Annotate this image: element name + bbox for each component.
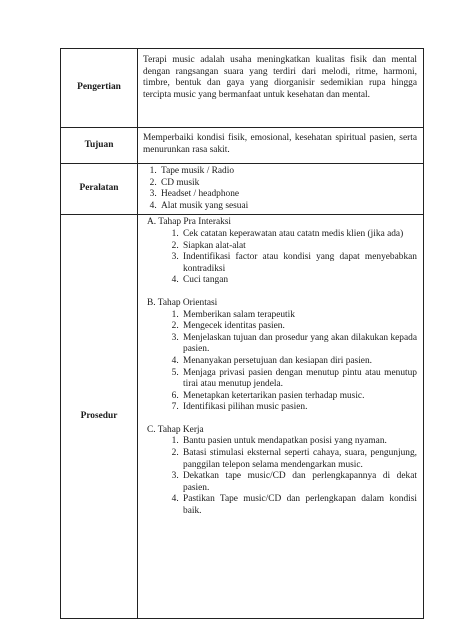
list-item: 4. Alat musik yang sesuai: [159, 201, 417, 213]
steps-list: [143, 310, 417, 414]
label-tujuan: Tujuan: [61, 128, 138, 164]
section-title: C. Tahap Kerja: [147, 424, 204, 435]
tujuan-text: Memperbaiki kondisi fisik, emosional, kesehatan spiritual pasien, serta menurunkan rasa sakit.: [143, 133, 417, 155]
list-item: 1. Cek catatan keperawatan atau catatn medis klien (jika ada): [181, 229, 417, 241]
list-item: 3. Dekatkan tape music/CD dan perlengkapannya di dekat pasien.: [181, 471, 417, 494]
list-item: 3. Menjelaskan tujuan dan prosedur yang akan dilakukan kepada pasien.: [181, 333, 417, 356]
label-pengertian: Pengertian: [61, 49, 138, 128]
list-item: 5. Menjaga privasi pasien dengan menutup pintu atau menutup tirai atau menutup jendela.: [181, 368, 417, 391]
section-pra-interaksi: [143, 217, 417, 287]
list-item: 2. CD musik: [159, 178, 417, 190]
row-pengertian: [61, 49, 424, 128]
list-item: 4. Cuci tangan: [181, 275, 417, 287]
list-item: 7. Identifikasi pilihan music pasien.: [181, 402, 417, 414]
row-peralatan: [61, 164, 424, 215]
list-item: 6. Menetapkan ketertarikan pasien terhadap music.: [181, 391, 417, 403]
list-item: 2. Batasi stimulasi eksternal seperti cahaya, suara, pengunjung, panggilan telepon selama mendengarkan music.: [181, 448, 417, 471]
section-orientasi: [143, 298, 417, 414]
list-item: 1. Bantu pasien untuk mendapatkan posisi yang nyaman.: [181, 436, 417, 448]
list-item: 1. Tape musik / Radio: [159, 166, 417, 178]
list-item: 3. Headset / headphone: [159, 189, 417, 201]
section-title: A. Tahap Pra Interaksi: [147, 217, 232, 228]
section-title: B. Tahap Orientasi: [147, 297, 218, 308]
pengertian-text: Terapi music adalah usaha meningkatkan kualitas fisik dan mental dengan rangsangan suara yang terdiri dari melodi, ritme, harmoni, timbre, bentuk dan gaya yang diorganisir sedemikian rupa hingga tercipta music yang bermanfaat untuk kesehatan dan mental.: [143, 55, 417, 100]
list-item: 4. Menanyakan persetujuan dan kesiapan diri pasien.: [181, 356, 417, 368]
list-item: 1. Memberikan salam terapeutik: [181, 310, 417, 322]
list-item: 2. Siapkan alat-alat: [181, 241, 417, 253]
steps-list: [143, 229, 417, 287]
list-item: 4. Pastikan Tape music/CD dan perlengkapan dalam kondisi baik.: [181, 494, 417, 517]
peralatan-list: [143, 166, 417, 212]
list-item: 2. Mengecek identitas pasien.: [181, 321, 417, 333]
label-peralatan: Peralatan: [61, 164, 138, 215]
label-prosedur: Prosedur: [61, 215, 138, 619]
section-kerja: [143, 425, 417, 518]
steps-list: [143, 436, 417, 517]
row-prosedur: [61, 215, 424, 619]
sop-table: [60, 48, 424, 619]
row-tujuan: [61, 128, 424, 164]
list-item: 3. Indentifikasi factor atau kondisi yang dapat menyebabkan kontradiksi: [181, 252, 417, 275]
